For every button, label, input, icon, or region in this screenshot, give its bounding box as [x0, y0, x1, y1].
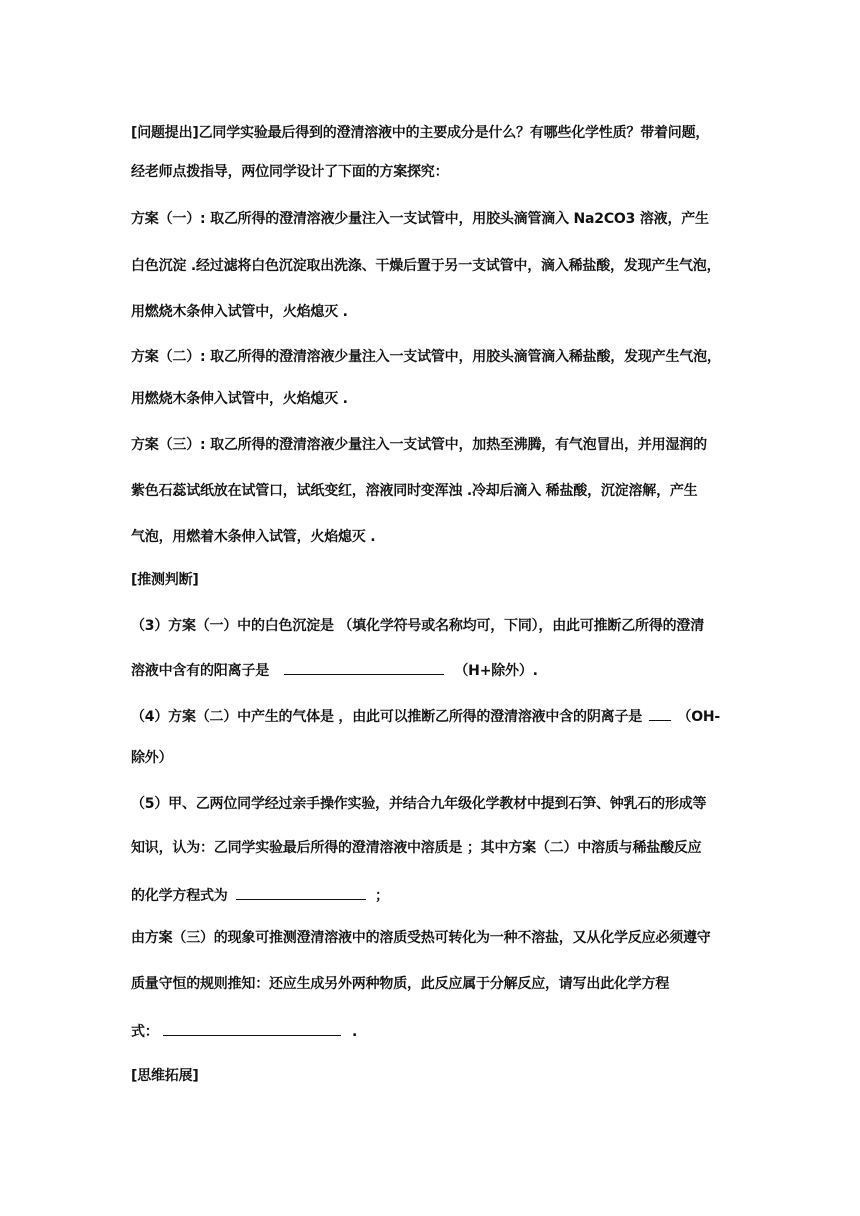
plan-one-line-3: 用燃烧木条伸入试管中，火焰熄灭 . [131, 304, 348, 320]
plan-two-line-2: 用燃烧木条伸入试管中，火焰熄灭 . [131, 391, 348, 407]
answer-blank[interactable] [163, 1021, 341, 1036]
plan-three-line-1: 方案（三）: 取乙所得的澄清溶液少量注入一支试管中，加热至沸腾，有气泡冒出，并用湿润的 [131, 437, 707, 453]
plan-three-inference-line-1: 由方案（三）的现象可推测澄清溶液中的溶质受热可转化为一种不溶盐，又从化学反应必须遵守 [131, 930, 711, 946]
thinking-extension-heading: [思维拓展] [131, 1068, 199, 1084]
answer-blank[interactable] [236, 885, 366, 900]
plan-three-inference-line-2: 质量守恒的规则推知：还应生成另外两种物质，此反应属于分解反应，请写出此化学方程 [131, 976, 670, 992]
plan-three-line-2: 紫色石蕊试纸放在试管口，试纸变红，溶液同时变浑浊 .冷却后滴入 稀盐酸，沉淀溶解，产生 [131, 483, 698, 499]
answer-blank[interactable] [284, 660, 444, 675]
question-raise-line-1: [问题提出]乙同学实验最后得到的澄清溶液中的主要成分是什么？有哪些化学性质？带着问题， [131, 125, 710, 141]
question-5-suffix: ； [374, 888, 389, 904]
plan-two-line-1: 方案（二）: 取乙所得的澄清溶液少量注入一支试管中，用胶头滴管滴入稀盐酸，发现产生气泡， [131, 349, 721, 365]
question-3-line-1: （3）方案（一）中的白色沉淀是 （填化学符号或名称均可，下同），由此可推断乙所得的澄清 [131, 618, 705, 634]
plan-one-line-1: 方案（一）: 取乙所得的澄清溶液少量注入一支试管中，用胶头滴管滴入 Na2CO3 溶液，产生 [131, 211, 709, 227]
question-raise-line-2: 经老师点拨指导，两位同学设计了下面的方案探究： [131, 164, 449, 180]
question-3-prefix: 溶液中含有的阳离子是 [131, 663, 269, 679]
formula-prefix: 式： [131, 1024, 159, 1040]
question-5-line-1: （5）甲、乙两位同学经过亲手操作实验，并结合九年级化学教材中提到石笋、钟乳石的形成等 [131, 796, 707, 812]
formula-line [131, 1021, 357, 1041]
question-3-line-2 [131, 660, 538, 680]
inference-heading: [推测判断] [131, 572, 199, 588]
question-5-prefix: 的化学方程式为 [131, 888, 228, 904]
question-4-text: （4）方案（二）中产生的气体是 ，由此可以推断乙所得的澄清溶液中含的阴离子是 [131, 709, 643, 725]
question-4-suffix: （OH- [677, 709, 721, 725]
question-5-line-3 [131, 885, 389, 905]
question-5-line-2: 知识，认为：乙同学实验最后所得的澄清溶液中溶质是 ；其中方案（二）中溶质与稀盐酸反应 [131, 840, 702, 856]
question-4-line-1 [131, 706, 720, 726]
answer-blank[interactable] [649, 706, 671, 721]
formula-suffix: . [351, 1024, 358, 1040]
plan-one-line-2: 白色沉淀 .经过滤将白色沉淀取出洗涤、干燥后置于另一支试管中，滴入稀盐酸，发现产生气泡， [131, 258, 721, 274]
plan-three-line-3: 气泡，用燃着木条伸入试管，火焰熄灭 . [131, 529, 376, 545]
question-3-suffix: （H+除外）. [454, 663, 538, 679]
question-4-line-2: 除外） [131, 750, 173, 766]
